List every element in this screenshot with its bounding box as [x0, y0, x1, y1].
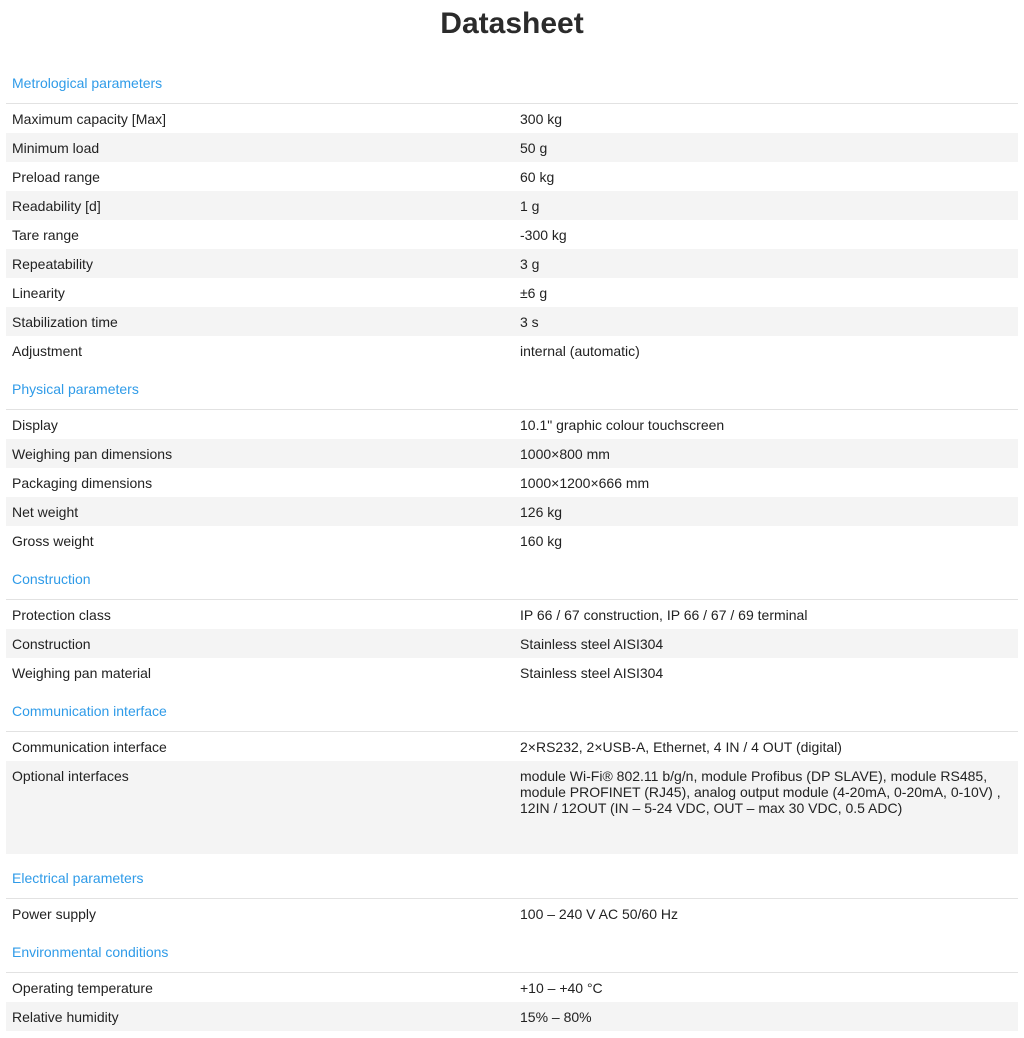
row-label: Display: [12, 416, 58, 433]
row-label: Power supply: [12, 905, 97, 922]
table-row: [6, 526, 1018, 555]
row-label: Stabilization time: [12, 313, 118, 330]
row-label: Net weight: [12, 503, 79, 520]
row-value: +10 – +40 °C: [520, 979, 603, 996]
row-label: Preload range: [12, 168, 100, 185]
row-value: 1000×1200×666 mm: [520, 474, 650, 491]
row-value: 60 kg: [520, 168, 555, 185]
table-row: [6, 133, 1018, 162]
table-row: [6, 307, 1018, 336]
row-value: 3 s: [520, 313, 539, 330]
section-heading: Environmental conditions: [6, 935, 1018, 973]
row-label: Maximum capacity [Max]: [12, 110, 167, 127]
section-spacer: [6, 928, 1018, 935]
table-row: [6, 600, 1018, 629]
row-value: 2×RS232, 2×USB-A, Ethernet, 4 IN / 4 OUT (digital): [520, 738, 842, 755]
table-row: [6, 162, 1018, 191]
row-value: 300 kg: [520, 110, 563, 127]
row-value: 10.1" graphic colour touchscreen: [520, 416, 725, 433]
row-label: Repeatability: [12, 255, 93, 272]
page-title: Datasheet: [440, 7, 584, 40]
section-heading: Construction: [6, 562, 1018, 600]
row-label: Relative humidity: [12, 1008, 119, 1025]
row-value: 3 g: [520, 255, 540, 272]
row-value: module Wi-Fi® 802.11 b/g/n, module Profibus (DP SLAVE), module RS485, module PROFINET (RJ45), analog output module (4-20mA, 0-20mA, 0-10V) , 12IN / 12OUT (IN – 5-24 VDC, OUT – max 30 VDC, 0.5 ADC): [520, 768, 1001, 816]
table-row: [6, 220, 1018, 249]
row-value: 160 kg: [520, 532, 563, 549]
table-row: [6, 104, 1018, 133]
table-row: [6, 658, 1018, 687]
row-label: Tare range: [12, 226, 79, 243]
row-label: Weighing pan material: [12, 664, 152, 681]
section-spacer: [6, 555, 1018, 562]
row-value: 15% – 80%: [520, 1008, 592, 1025]
row-value: internal (automatic): [520, 342, 640, 359]
table-row: [6, 191, 1018, 220]
row-value: IP 66 / 67 construction, IP 66 / 67 / 69 terminal: [520, 606, 808, 623]
section-spacer: [6, 687, 1018, 694]
table-row: [6, 899, 1018, 928]
table-row: [6, 336, 1018, 365]
row-label: Optional interfaces: [12, 768, 129, 784]
section-heading: Communication interface: [6, 694, 1018, 732]
table-row: [6, 497, 1018, 526]
row-label: Readability [d]: [12, 197, 101, 214]
table-row: [6, 249, 1018, 278]
datasheet-table: [6, 66, 1018, 1038]
row-value: Stainless steel AISI304: [520, 635, 664, 652]
section-heading: Physical parameters: [6, 372, 1018, 410]
row-value: 1 g: [520, 197, 540, 214]
table-row: [6, 1002, 1018, 1031]
row-label: Construction: [12, 635, 91, 652]
table-row: [6, 439, 1018, 468]
table-row: [6, 973, 1018, 1002]
section-heading: Metrological parameters: [6, 66, 1018, 104]
table-row: [6, 761, 1018, 854]
section-heading: Electrical parameters: [6, 861, 1018, 899]
table-row: [6, 468, 1018, 497]
row-label: Weighing pan dimensions: [12, 445, 173, 462]
section-spacer: [6, 1031, 1018, 1038]
table-row: [6, 732, 1018, 761]
table-row: [6, 410, 1018, 439]
row-label: Operating temperature: [12, 979, 153, 996]
row-label: Minimum load: [12, 139, 100, 156]
table-row: [6, 629, 1018, 658]
row-label: Linearity: [12, 284, 65, 301]
row-value: Stainless steel AISI304: [520, 664, 664, 681]
row-label: Packaging dimensions: [12, 474, 153, 491]
row-value: 100 – 240 V AC 50/60 Hz: [520, 905, 678, 922]
row-value: 1000×800 mm: [520, 445, 610, 462]
row-value: 50 g: [520, 139, 548, 156]
row-label: Adjustment: [12, 342, 83, 359]
section-spacer: [6, 365, 1018, 372]
row-label: Gross weight: [12, 532, 94, 549]
row-value: -300 kg: [520, 226, 567, 243]
section-spacer: [6, 854, 1018, 861]
row-label: Communication interface: [12, 738, 167, 755]
row-label: Protection class: [12, 606, 111, 623]
row-value: 126 kg: [520, 503, 563, 520]
row-value: ±6 g: [520, 284, 548, 301]
table-row: [6, 278, 1018, 307]
